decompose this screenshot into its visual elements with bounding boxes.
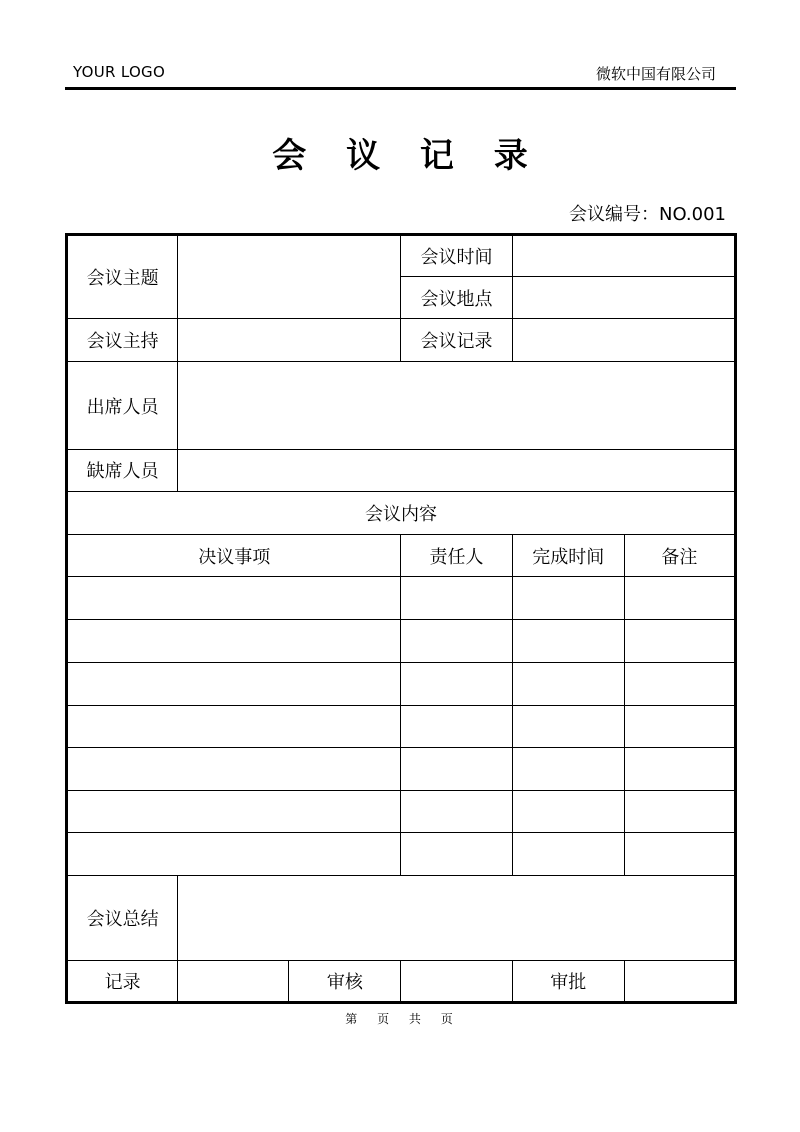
row-summary [67, 876, 736, 960]
meeting-record-form [65, 233, 737, 1004]
notes-cell[interactable] [624, 705, 735, 747]
column-header-notes: 备注 [624, 535, 735, 577]
table-row [67, 577, 736, 620]
table-row [67, 747, 736, 790]
responsible-cell[interactable] [401, 577, 512, 620]
approve-signature-field[interactable] [624, 960, 735, 1002]
table-row [67, 833, 736, 876]
time-field[interactable] [512, 235, 735, 277]
table-row [67, 705, 736, 747]
resolution-cell[interactable] [67, 833, 401, 876]
notes-cell[interactable] [624, 577, 735, 620]
row-absentees [67, 449, 736, 491]
header-divider [65, 87, 736, 90]
due-time-cell[interactable] [512, 747, 624, 790]
row-content-header [67, 491, 736, 534]
column-header-resolution: 决议事项 [67, 535, 401, 577]
notes-cell[interactable] [624, 662, 735, 705]
absentees-field[interactable] [178, 449, 736, 491]
responsible-cell[interactable] [401, 662, 512, 705]
total-unit: 页 [440, 1012, 455, 1026]
host-field[interactable] [178, 319, 401, 362]
responsible-cell[interactable] [401, 705, 512, 747]
column-header-responsible: 责任人 [401, 535, 512, 577]
page-footer [0, 1010, 800, 1027]
notes-cell[interactable] [624, 791, 735, 833]
recorder-label: 会议记录 [401, 319, 512, 362]
resolution-cell[interactable] [67, 747, 401, 790]
row-host-recorder [67, 319, 736, 362]
meeting-number: 会议编号：NO.001 [569, 204, 726, 225]
logo-text: YOUR LOGO [73, 63, 166, 81]
approve-label: 审批 [512, 960, 624, 1002]
resolution-cell[interactable] [67, 662, 401, 705]
record-label: 记录 [67, 960, 178, 1002]
responsible-cell[interactable] [401, 833, 512, 876]
absentees-label: 缺席人员 [67, 449, 178, 491]
row-attendees [67, 362, 736, 449]
row-signoff [67, 960, 736, 1002]
table-row [67, 791, 736, 833]
topic-label: 会议主题 [67, 235, 178, 319]
company-name: 微软中国有限公司 [595, 65, 716, 83]
due-time-cell[interactable] [512, 833, 624, 876]
due-time-cell[interactable] [512, 662, 624, 705]
record-signature-field[interactable] [178, 960, 289, 1002]
page-unit: 页 [377, 1012, 392, 1026]
notes-cell[interactable] [624, 747, 735, 790]
resolution-cell[interactable] [67, 577, 401, 620]
notes-cell[interactable] [624, 833, 735, 876]
resolution-cell[interactable] [67, 620, 401, 662]
summary-field[interactable] [178, 876, 736, 960]
notes-cell[interactable] [624, 620, 735, 662]
attendees-field[interactable] [178, 362, 736, 449]
review-signature-field[interactable] [401, 960, 512, 1002]
time-label: 会议时间 [401, 235, 512, 277]
due-time-cell[interactable] [512, 791, 624, 833]
responsible-cell[interactable] [401, 620, 512, 662]
resolution-cell[interactable] [67, 791, 401, 833]
table-row [67, 662, 736, 705]
due-time-cell[interactable] [512, 705, 624, 747]
resolution-cell[interactable] [67, 705, 401, 747]
summary-label: 会议总结 [67, 876, 178, 960]
document-title: 会 议 记 录 [272, 136, 542, 176]
review-label: 审核 [289, 960, 401, 1002]
due-time-cell[interactable] [512, 620, 624, 662]
due-time-cell[interactable] [512, 577, 624, 620]
location-field[interactable] [512, 277, 735, 319]
responsible-cell[interactable] [401, 791, 512, 833]
row-topic-time [67, 235, 736, 277]
page-prefix: 第 [345, 1012, 360, 1026]
table-row [67, 620, 736, 662]
recorder-field[interactable] [512, 319, 735, 362]
row-column-headers [67, 535, 736, 577]
host-label: 会议主持 [67, 319, 178, 362]
attendees-label: 出席人员 [67, 362, 178, 449]
responsible-cell[interactable] [401, 747, 512, 790]
content-label: 会议内容 [67, 491, 736, 534]
location-label: 会议地点 [401, 277, 512, 319]
total-prefix: 共 [408, 1012, 423, 1026]
topic-field[interactable] [178, 235, 401, 319]
column-header-due-time: 完成时间 [512, 535, 624, 577]
